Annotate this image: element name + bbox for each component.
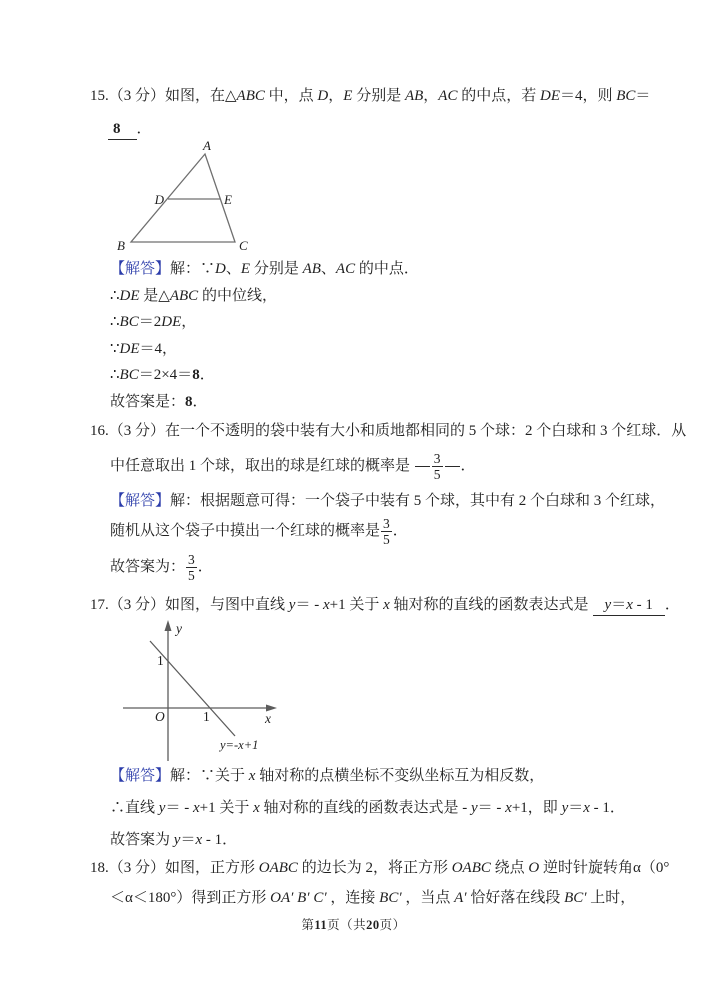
x-tick-1: 1: [203, 709, 210, 724]
jieda-tag: 【解答】: [110, 261, 171, 277]
q16-line1: 16.（3 分）在一个不透明的袋中装有大小和质地都相同的 5 个球：2 个白球和 3 个红球．从: [90, 423, 687, 439]
fraction-numerator: 3: [383, 515, 390, 531]
q15-sol-line4: ∵DE＝4，: [110, 340, 178, 357]
q16-sol-line1: [110, 489, 665, 510]
x-axis-label: x: [265, 711, 271, 726]
q15-sol-line6-text: 故答案是：: [110, 393, 186, 410]
q17-solution: [110, 760, 625, 856]
q16-line2: [110, 447, 476, 485]
fraction-numerator: 3: [188, 551, 195, 567]
q15-sol-line5-period: ．: [199, 367, 215, 384]
q15-sol-line5-text: ∴BC＝2×4＝: [110, 367, 193, 384]
q16-sol-line3-text: 故答案为：: [110, 559, 186, 575]
y-axis-arrow: [165, 620, 172, 631]
q15-sol-line1-text: 解：∵D、E 分别是 AB、AC 的中点．: [170, 261, 419, 277]
label-E: E: [224, 192, 232, 207]
q16-answer-fraction: [432, 451, 443, 482]
q16-sol-fraction: [381, 516, 392, 547]
q16-line2-text: 中任意取出 1 个球，取出的球是红球的概率是: [110, 458, 411, 474]
label-A: A: [203, 138, 211, 153]
y-axis-label: y: [176, 621, 182, 636]
q17-line1: [90, 593, 680, 616]
q17-answer-blank: y＝x - 1: [593, 593, 665, 616]
q15-sol-line6: [110, 389, 419, 416]
q17-answer-period: ．: [664, 597, 680, 613]
footer-page-number: 11: [314, 918, 328, 932]
page-footer: [0, 915, 707, 933]
q15-sol-line3: ∴BC＝2DE，: [110, 314, 197, 331]
q17-graph-figure: [105, 616, 285, 766]
q16-sol-line2-text: 随机从这个袋子中摸出一个红球的概率是: [110, 523, 381, 539]
footer-text: 第: [301, 918, 315, 932]
q17-sol-line3: 故答案为 y＝x - 1．: [110, 832, 238, 848]
q16-sol-line1-text: 解：根据题意可得：一个袋子中装有 5 个球，其中有 2 个白球和 3 个红球，: [170, 493, 666, 509]
triangle-ABC: [131, 154, 235, 242]
jieda-tag: 【解答】: [110, 493, 171, 509]
label-D: D: [154, 192, 164, 207]
line-equation-label: y=-x+1: [220, 738, 259, 752]
q16-sol-line2-period: ．: [392, 523, 408, 539]
q17-sol-line1-text: 解：∵关于 x 轴对称的点横坐标不变纵坐标互为相反数，: [170, 768, 545, 784]
q15-sol-line6-period: ．: [192, 393, 208, 410]
footer-text: 页（共: [327, 918, 367, 932]
q18-line2: ＜α＜180°）得到正方形 OA′ B′ C′ ，连接 BC′ ，当点 A′ 恰好落在线段 BC′ 上时，: [110, 890, 636, 906]
q15-line1: 15.（3 分）如图，在△ABC 中，点 D，E 分别是 AB，AC 的中点，若 DE＝4，则 BC＝: [90, 88, 651, 104]
q15-sol-line2: ∴DE 是△ABC 的中位线，: [110, 287, 277, 304]
y-tick-1: 1: [157, 653, 164, 668]
q18-line1: 18.（3 分）如图，正方形 OABC 的边长为 2，将正方形 OABC 绕点 O 逆时针旋转角α（0°: [90, 860, 670, 876]
q16-sol-answer-fraction: [186, 552, 197, 583]
q15-answer-period: ．: [136, 121, 152, 137]
q15-sol-line1: [110, 256, 419, 283]
q15-answer-blank: 8: [108, 121, 137, 140]
q17-sol-line1: [110, 760, 625, 792]
answer-underline-right: [445, 466, 460, 467]
fraction-denominator: 5: [188, 568, 195, 584]
q15-solution: [110, 256, 419, 416]
q15-sol-line5-answer: 8: [192, 367, 200, 384]
q17-line1-text: 17.（3 分）如图，与图中直线 y＝ - x+1 关于 x 轴对称的直线的函数表达式是: [90, 597, 589, 613]
footer-text: 页）: [379, 918, 406, 932]
q15-answer-line: [108, 117, 152, 140]
answer-underline-left: [415, 466, 430, 467]
label-B: B: [117, 238, 125, 253]
fraction-denominator: 5: [433, 467, 441, 483]
fraction-numerator: 3: [433, 450, 441, 466]
q15-sol-line6-answer: 8: [185, 393, 193, 410]
q15-triangle-figure: [113, 138, 298, 256]
q16-answer-period: ．: [460, 458, 476, 474]
q16-sol-line3-period: ．: [197, 559, 213, 575]
fraction-denominator: 5: [383, 532, 390, 548]
jieda-tag: 【解答】: [110, 768, 171, 784]
q17-sol-line2: ∴直线 y＝ - x+1 关于 x 轴对称的直线的函数表达式是 - y＝ - x+1，即 y＝x - 1．: [110, 800, 625, 816]
q16-sol-line2: [110, 513, 408, 549]
q15-sol-line5: [110, 362, 419, 389]
origin-label: O: [155, 709, 165, 724]
label-C: C: [239, 238, 248, 253]
q16-sol-line3: [110, 549, 213, 585]
footer-total-pages: 20: [366, 918, 380, 932]
